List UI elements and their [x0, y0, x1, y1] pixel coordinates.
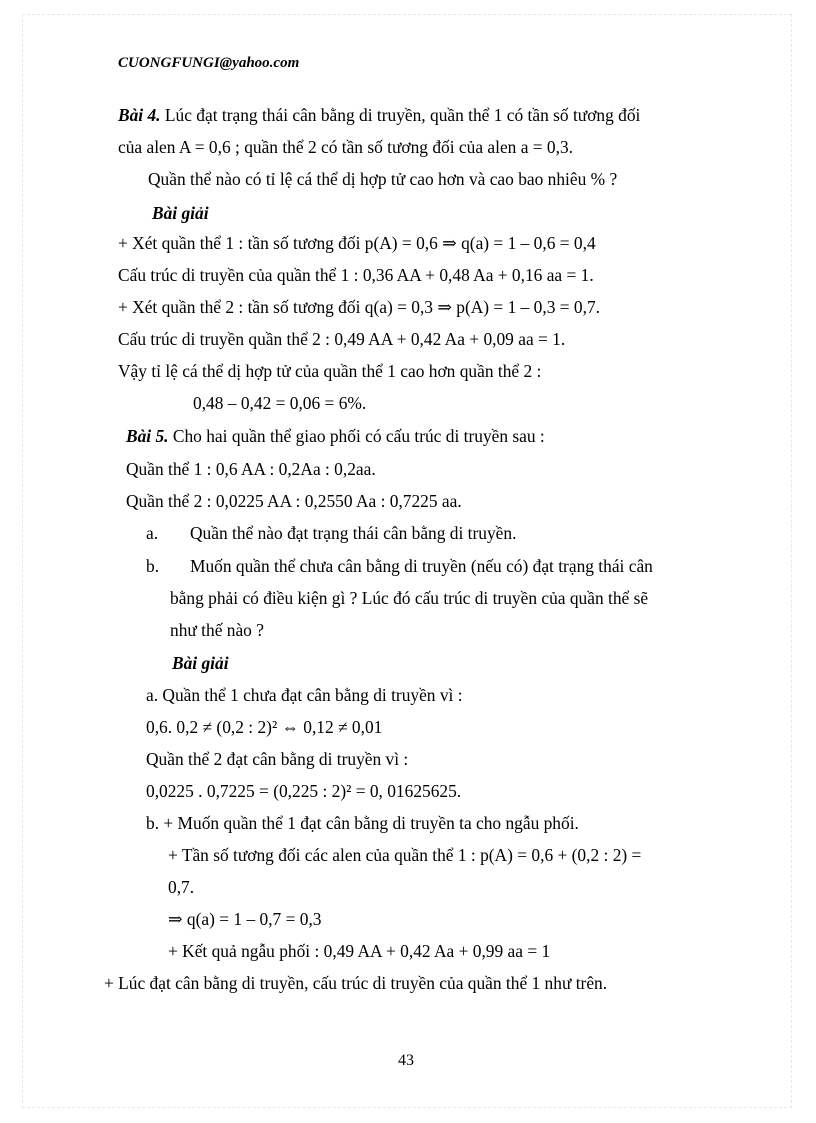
bai4-question: Quần thể nào có tỉ lệ cá thể dị hợp tử cao hơn và cao bao nhiêu % ? — [148, 169, 618, 189]
page-number: 43 — [398, 1052, 414, 1069]
bai5-b2: + Tần số tương đối các alen của quần thể 1 : p(A) = 0,6 + (0,2 : 2) = — [168, 845, 642, 865]
bai5-b4: ⇒ q(a) = 1 – 0,7 = 0,3 — [168, 909, 322, 929]
bai4-sol6: 0,48 – 0,42 = 0,06 = 6%. — [193, 393, 367, 413]
bai5-conclusion: + Lúc đạt cân bằng di truyền, cấu trúc di truyền của quần thể 1 như trên. — [104, 973, 608, 993]
bai4-sol2: Cấu trúc di truyền của quần thể 1 : 0,36 AA + 0,48 Aa + 0,16 aa = 1. — [118, 265, 594, 285]
bai4-text1: Lúc đạt trạng thái cân bằng di truyền, quần thể 1 có tần số tương đối — [164, 105, 641, 125]
bai5-qb-line3: như thế nào ? — [170, 620, 264, 640]
bai5-question-a — [146, 522, 516, 544]
bai5-qb-marker: b. — [146, 556, 160, 576]
bai4-line1 — [118, 104, 640, 126]
bai5-b1: b. + Muốn quần thể 1 đạt cân bằng di truyền ta cho ngẫu phối. — [146, 813, 579, 833]
bai4-sol3: + Xét quần thể 2 : tần số tương đối q(a) = 0,3 ⇒ p(A) = 1 – 0,3 = 0,7. — [118, 297, 601, 317]
bai5-b5: + Kết quả ngẫu phối : 0,49 AA + 0,42 Aa + 0,99 aa = 1 — [168, 941, 551, 961]
bai5-intro: Cho hai quần thể giao phối có cấu trúc di truyền sau : — [172, 426, 545, 446]
bai5-pop1: Quần thể 1 : 0,6 AA : 0,2Aa : 0,2aa. — [126, 459, 376, 479]
bai5-solution-heading: Bài giải — [172, 653, 229, 673]
bai4-line2: của alen A = 0,6 ; quần thể 2 có tần số tương đối của alen a = 0,3. — [118, 137, 574, 157]
bai5-a3: Quần thể 2 đạt cân bằng di truyền vì : — [146, 749, 409, 769]
bai4-sol5: Vậy tỉ lệ cá thể dị hợp tử của quần thể 1 cao hơn quần thể 2 : — [118, 361, 542, 381]
bai5-a1: a. Quần thể 1 chưa đạt cân bằng di truyền vì : — [146, 685, 463, 705]
bai5-qa-marker: a. — [146, 523, 159, 543]
bai4-sol1: + Xét quần thể 1 : tần số tương đối p(A) = 0,6 ⇒ q(a) = 1 – 0,6 = 0,4 — [118, 233, 596, 253]
bai5-a4: 0,0225 . 0,7225 = (0,225 : 2)² = 0, 01625625. — [146, 781, 462, 801]
bai5-qa-text: Quần thể nào đạt trạng thái cân bằng di truyền. — [190, 523, 517, 543]
bai5-question-b — [146, 555, 653, 577]
bai4-solution-heading: Bài giải — [152, 203, 209, 223]
bai5-b3: 0,7. — [168, 877, 195, 897]
bai4-label: Bài 4. — [118, 105, 161, 125]
bai4-sol4: Cấu trúc di truyền quần thể 2 : 0,49 AA + 0,42 Aa + 0,09 aa = 1. — [118, 329, 566, 349]
bai5-label: Bài 5. — [126, 426, 169, 446]
bai5-pop2: Quần thể 2 : 0,0225 AA : 0,2550 Aa : 0,7225 aa. — [126, 491, 462, 511]
header-email: CUONGFUNGI@yahoo.com — [118, 55, 300, 71]
bai5-intro-line — [126, 425, 545, 447]
bai5-qb-text1: Muốn quần thể chưa cân bằng di truyền (nếu có) đạt trạng thái cân — [190, 556, 653, 576]
bai5-a2: 0,6. 0,2 ≠ (0,2 : 2)² ⇔ 0,12 ≠ 0,01 — [146, 717, 383, 737]
bai5-qb-line2: bằng phải có điều kiện gì ? Lúc đó cấu trúc di truyền của quần thể sẽ — [170, 588, 649, 608]
